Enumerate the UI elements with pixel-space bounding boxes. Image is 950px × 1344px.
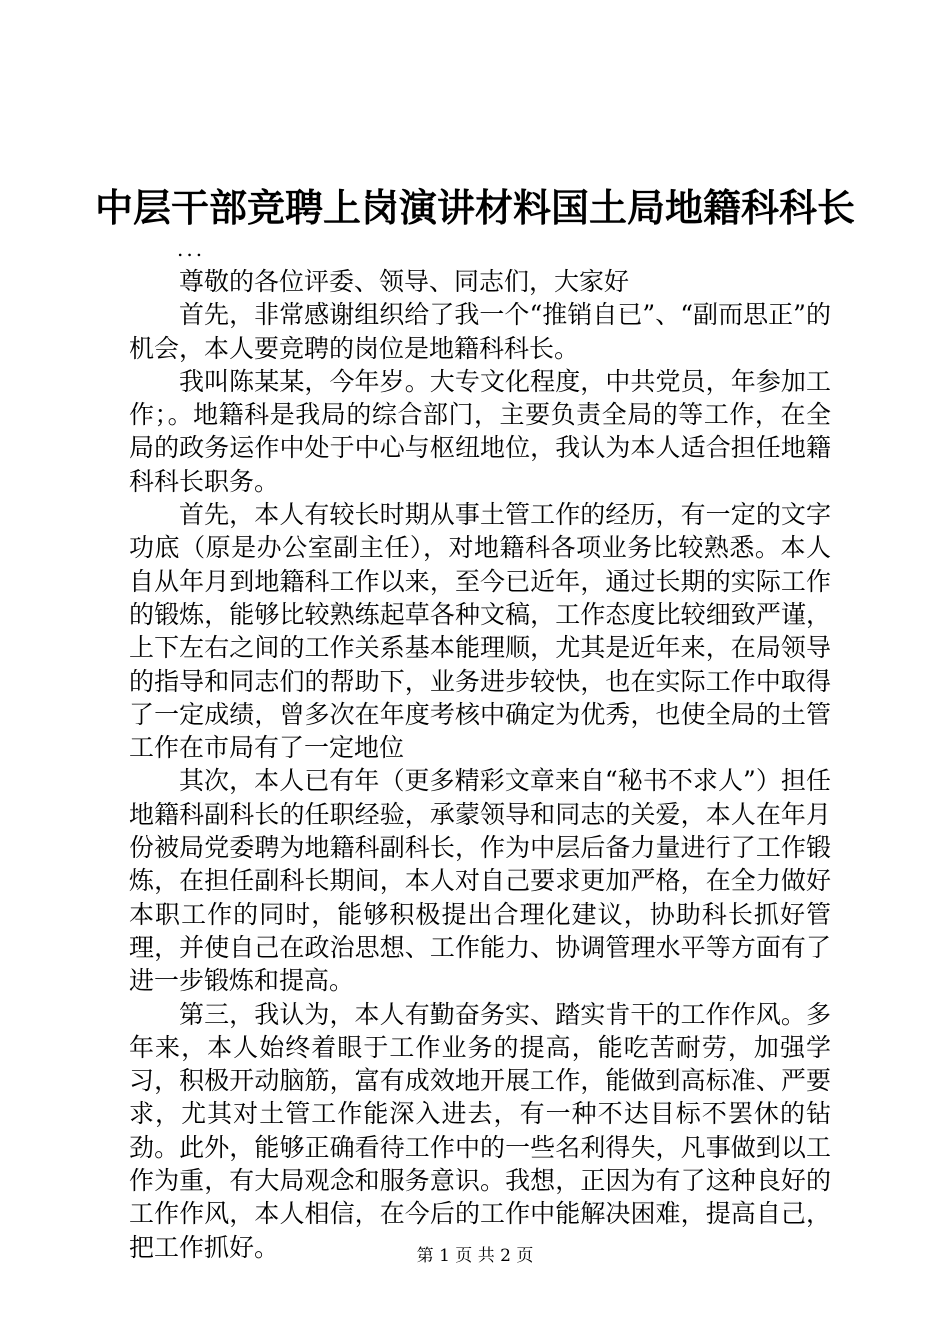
document-body — [129, 265, 831, 1264]
paragraph-introduction: 我叫陈某某，今年岁。大专文化程度，中共党员，年参加工作；。地籍科是我局的综合部门，主要负责全局的等工作，在全局的政务运作中处于中心与枢纽地位，我认为本人适合担任地籍科科长职务。 — [129, 366, 831, 496]
paragraph-greeting: 尊敬的各位评委、领导、同志们，大家好 — [179, 267, 630, 296]
paragraph-third-point: 第三，我认为，本人有勤奋务实、踏实肯干的工作作风。多年来，本人始终着眼于工作业务的提高，能吃苦耐劳，加强学习，积极开动脑筋，富有成效地开展工作，能做到高标准、严要求，尤其对土管工作能深入进去，有一种不达目标不罢休的钻劲。此外，能够正确看待工作中的一些名利得失，凡事做到以工作为重，有大局观念和服务意识。我想，正因为有了这种良好的工作作风，本人相信，在今后的工作中能解决困难，提高自己，把工作抓好。 — [129, 999, 831, 1262]
page-footer: 第 1 页 共 2 页 — [416, 1246, 534, 1266]
title-continuation: ... — [177, 237, 206, 261]
document-title: 中层干部竞聘上岗演讲材料国土局地籍科科长 — [94, 186, 855, 230]
paragraph-second-point: 其次，本人已有年（更多精彩文章来自“秘书不求人”）担任地籍科副科长的任职经验，承蒙领导和同志的关爱，本人在年月份被局党委聘为地籍科副科长，作为中层后备力量进行了工作锻炼，在担任副科长期间，本人对自己要求更加严格，在全力做好本职工作的同时，能够积极提出合理化建议，协助科长抓好管理，并使自己在政治思想、工作能力、协调管理水平等方面有了进一步锻炼和提高。 — [129, 766, 831, 996]
paragraph-opening: 首先，非常感谢组织给了我一个“推销自已”、“副而思正”的机会，本人要竞聘的岗位是地籍科科长。 — [129, 300, 831, 363]
paragraph-first-point: 首先，本人有较长时期从事土管工作的经历，有一定的文字功底（原是办公室副主任），对地籍科各项业务比较熟悉。本人自从年月到地籍科工作以来，至今已近年，通过长期的实际工作的锻炼，能够比较熟练起草各种文稿，工作态度比较细致严谨，上下左右之间的工作关系基本能理顺，尤其是近年来，在局领导的指导和同志们的帮助下，业务进步较快，也在实际工作中取得了一定成绩，曾多次在年度考核中确定为优秀，也使全局的土管工作在市局有了一定地位 — [129, 500, 831, 763]
